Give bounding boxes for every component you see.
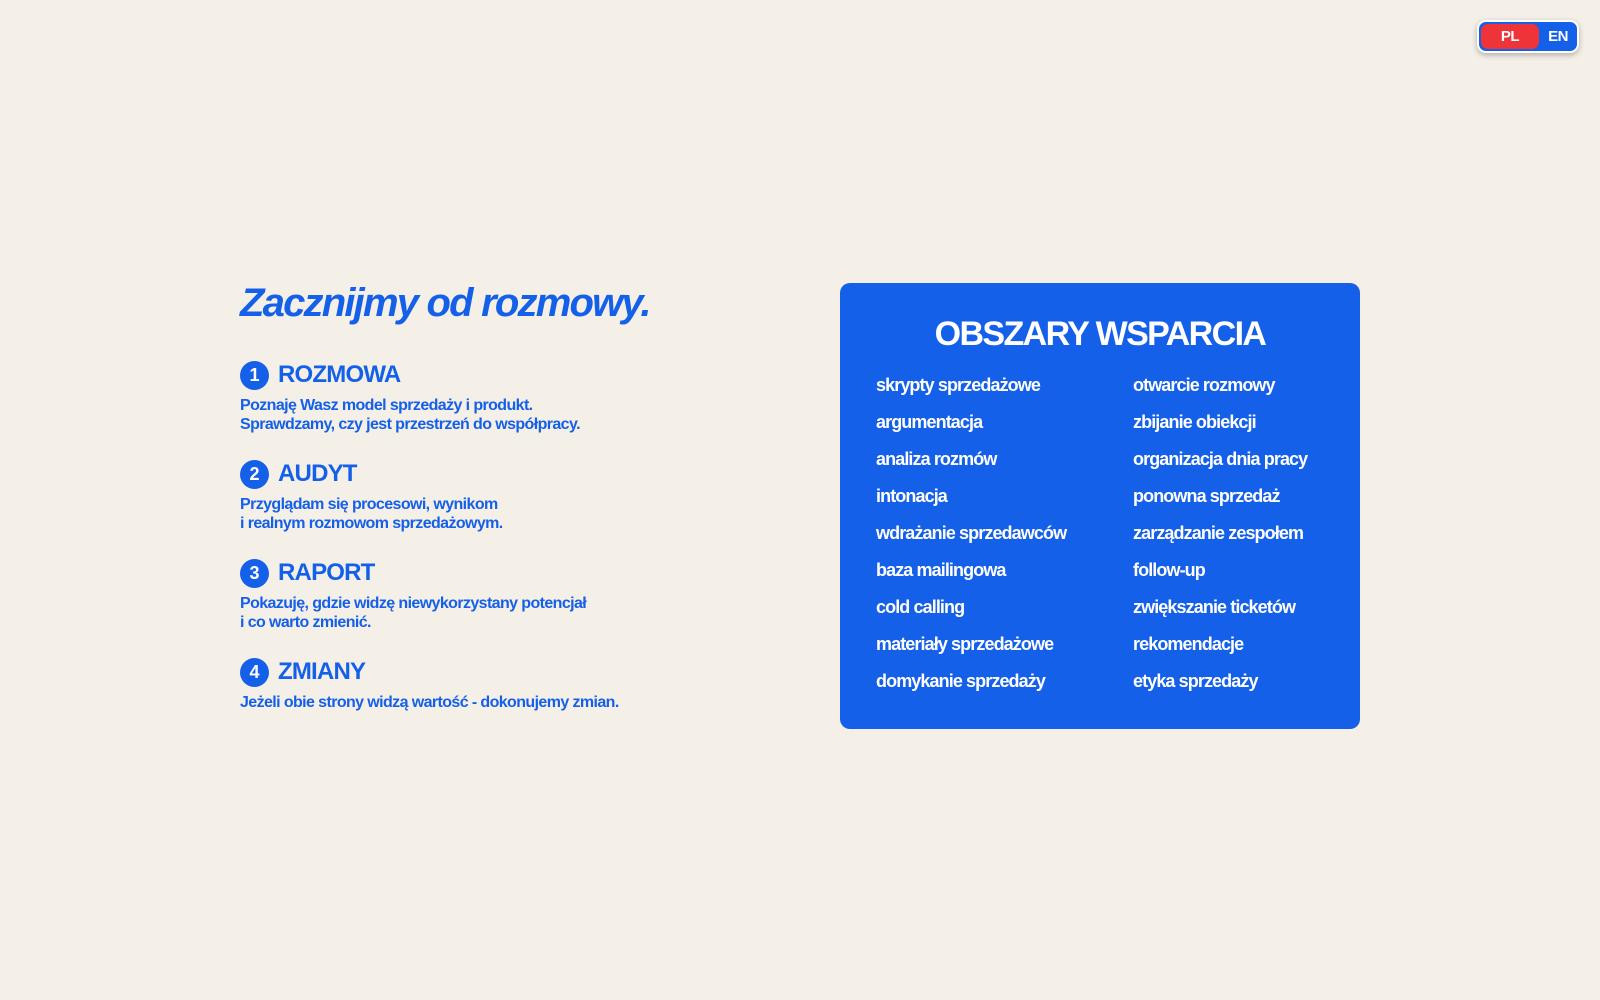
support-area-item: zwiększanie ticketów	[1133, 597, 1296, 617]
support-area-item: intonacja	[876, 486, 947, 506]
step-description-line: i realnym rozmowom sprzedażowym.	[240, 515, 503, 532]
step-title: AUDYT	[278, 460, 357, 487]
step-header	[240, 457, 760, 491]
step-description-line: i co warto zmienić.	[240, 614, 371, 631]
step-description	[240, 693, 760, 712]
language-option-en[interactable]: EN	[1548, 28, 1568, 45]
language-option-pl[interactable]: PL	[1481, 24, 1539, 49]
step-header	[240, 556, 760, 590]
language-toggle[interactable]	[1477, 20, 1579, 53]
step-number-badge: 1	[240, 361, 269, 390]
support-area-item: ponowna sprzedaż	[1133, 486, 1280, 506]
support-area-item: rekomendacje	[1133, 634, 1244, 654]
step-title: ZMIANY	[278, 658, 366, 685]
support-area-item: analiza rozmów	[876, 449, 997, 469]
step-description-line: Sprawdzamy, czy jest przestrzeń do współpracy.	[240, 416, 580, 433]
support-area-item: skrypty sprzedażowe	[876, 375, 1040, 395]
support-area-item: organizacja dnia pracy	[1133, 449, 1308, 469]
support-area-item: domykanie sprzedaży	[876, 671, 1045, 691]
step-description	[240, 594, 760, 632]
support-area-item: wdrażanie sprzedawców	[876, 523, 1067, 543]
step-rozmowa	[240, 358, 760, 434]
step-audyt	[240, 457, 760, 533]
page-headline: Zacznijmy od rozmowy.	[240, 281, 650, 325]
step-title: ROZMOWA	[278, 361, 401, 388]
support-area-item: argumentacja	[876, 412, 983, 432]
support-area-item: materiały sprzedażowe	[876, 634, 1054, 654]
support-areas-column-2	[1133, 374, 1307, 707]
step-header	[240, 655, 760, 689]
step-number-badge: 3	[240, 559, 269, 588]
support-area-item: follow-up	[1133, 560, 1205, 580]
step-description	[240, 495, 760, 533]
support-area-item: cold calling	[876, 597, 965, 617]
step-description-line: Przyglądam się procesowi, wynikom	[240, 496, 498, 513]
step-description-line: Jeżeli obie strony widzą wartość - dokonujemy zmian.	[240, 694, 619, 711]
step-description-line: Pokazuję, gdzie widzę niewykorzystany potencjał	[240, 595, 587, 612]
step-title: RAPORT	[278, 559, 375, 586]
step-number-badge: 4	[240, 658, 269, 687]
step-number-badge: 2	[240, 460, 269, 489]
step-description-line: Poznaję Wasz model sprzedaży i produkt.	[240, 397, 533, 414]
support-areas-card	[840, 283, 1360, 729]
step-raport	[240, 556, 760, 632]
support-areas-column-1	[876, 374, 1066, 707]
process-section	[240, 276, 760, 712]
step-header	[240, 358, 760, 392]
support-area-item: otwarcie rozmowy	[1133, 375, 1275, 395]
support-area-item: zbijanie obiekcji	[1133, 412, 1256, 432]
support-area-item: baza mailingowa	[876, 560, 1006, 580]
support-area-item: zarządzanie zespołem	[1133, 523, 1304, 543]
support-areas-title: OBSZARY WSPARCIA	[934, 315, 1266, 353]
support-area-item: etyka sprzedaży	[1133, 671, 1258, 691]
step-zmiany	[240, 655, 760, 712]
step-description	[240, 396, 760, 434]
